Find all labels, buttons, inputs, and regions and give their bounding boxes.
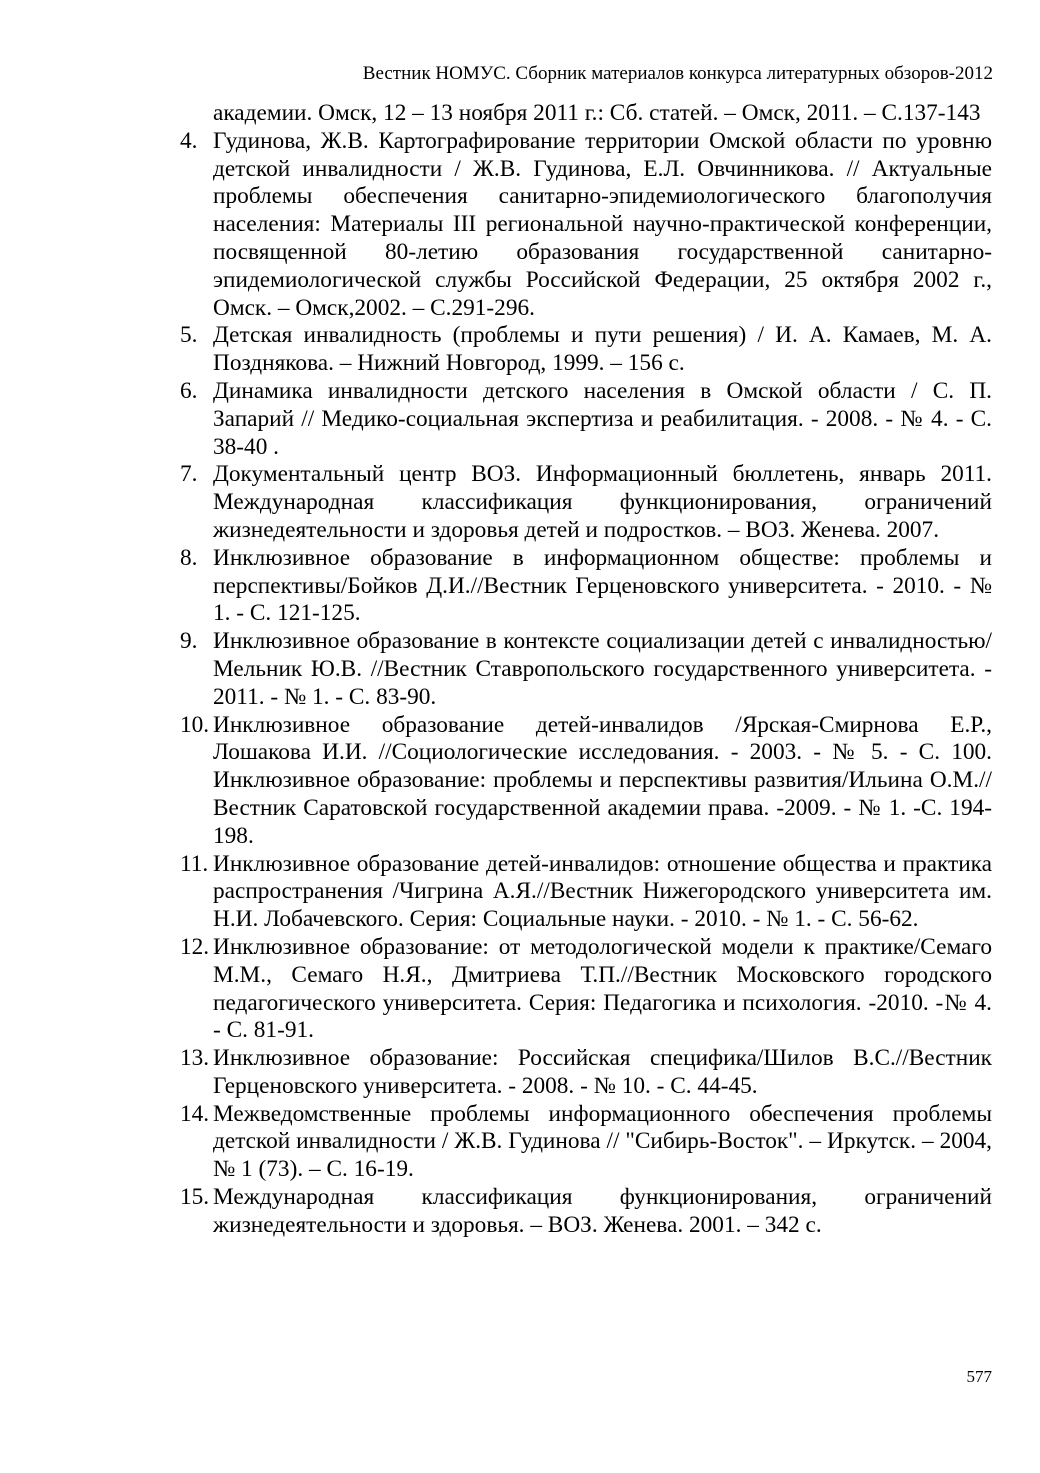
reference-number: 4. xyxy=(180,127,198,154)
reference-number: 14. xyxy=(180,1100,210,1127)
reference-item-8 xyxy=(0,545,1040,628)
reference-text: Инклюзивное образование детей-инвалидов: отношение общества и практика распространения /Чигрина А.Я.//Вестник Нижегородского университета им. Н.И. Лобачевского. Серия: Социальные науки. - 2010. - № 1. - С. 56-62. xyxy=(213,850,992,933)
reference-text: Инклюзивное образование в информационном обществе: проблемы и перспективы/Бойков Д.И.//Вестник Герценовского университета. - 2010. - № 1. - С. 121-125. xyxy=(213,544,992,627)
reference-item-11 xyxy=(0,851,1040,934)
reference-text: Инклюзивное образование: от методологической модели к практике/Семаго М.М., Семаго Н.Я., Дмитриева Т.П.//Вестник Московского городского педагогического университета. Серия: Педагогика и психология. -2010. -№ 4. - С. 81-91. xyxy=(213,933,992,1044)
reference-continuation xyxy=(0,100,1040,128)
reference-continuation-text: академии. Омск, 12 – 13 ноября 2011 г.: Сб. статей. – Омск, 2011. – С.137-143 xyxy=(213,100,981,126)
reference-item-14 xyxy=(0,1101,1040,1184)
running-header: Вестник НОМУС. Сборник материалов конкурса литературных обзоров-2012 xyxy=(362,63,993,84)
reference-number: 15. xyxy=(180,1184,210,1211)
reference-item-9 xyxy=(0,628,1040,711)
reference-list xyxy=(0,100,1040,1240)
reference-item-10 xyxy=(0,712,1040,851)
reference-number: 11. xyxy=(180,850,209,877)
page-number: 577 xyxy=(966,1367,992,1386)
reference-text: Детская инвалидность (проблемы и пути решения) / И. А. Камаев, М. А. Позднякова. – Нижний Новгород, 1999. – 156 с. xyxy=(213,322,992,377)
reference-text: Инклюзивное образование детей-инвалидов /Ярская-Смирнова Е.Р., Лошакова И.И. //Социологические исследования. - 2003. - № 5. - С. 100. Инклюзивное образование: проблемы и перспективы развития/Ильина О.М.//Вестник Саратовской государственной академии права. -2009. - № 1. -С. 194-198. xyxy=(213,711,992,849)
reference-number: 5. xyxy=(180,322,198,349)
reference-number: 12. xyxy=(180,933,210,960)
reference-item-13 xyxy=(0,1045,1040,1101)
reference-number: 10. xyxy=(180,711,210,738)
reference-text: Межведомственные проблемы информационного обеспечения проблемы детской инвалидности / Ж.В. Гудинова // "Сибирь-Восток". – Иркутск. – 2004, № 1 (73). – С. 16-19. xyxy=(213,1100,992,1183)
reference-item-7 xyxy=(0,461,1040,544)
reference-item-6 xyxy=(0,378,1040,461)
reference-text: Международная классификация функционирования, ограничений жизнедеятельности и здоровья. – ВОЗ. Женева. 2001. – 342 с. xyxy=(213,1184,992,1238)
reference-text: Инклюзивное образование в контексте социализации детей с инвалидностью/Мельник Ю.В. //Вестник Ставропольского государственного университета. - 2011. - № 1. - С. 83-90. xyxy=(213,628,992,710)
reference-number: 13. xyxy=(180,1045,210,1072)
reference-item-12 xyxy=(0,934,1040,1045)
reference-number: 8. xyxy=(180,544,198,571)
reference-text: Документальный центр ВОЗ. Информационный бюллетень, январь 2011. Международная классификация функционирования, ограничений жизнедеятельности и здоровья детей и подростков. – ВОЗ. Женева. 2007. xyxy=(213,461,992,543)
reference-text: Инклюзивное образование: Российская специфика/Шилов В.С.//Вестник Герценовского университета. - 2008. - № 10. - С. 44-45. xyxy=(213,1045,992,1099)
reference-number: 7. xyxy=(180,461,198,488)
reference-item-5 xyxy=(0,322,1040,378)
reference-number: 9. xyxy=(180,628,198,655)
reference-item-4 xyxy=(0,128,1040,323)
reference-item-15 xyxy=(0,1184,1040,1240)
reference-number: 6. xyxy=(180,377,198,404)
reference-text: Гудинова, Ж.В. Картографирование территории Омской области по уровню детской инвалидности / Ж.В. Гудинова, Е.Л. Овчинникова. // Актуальные проблемы обеспечения санитарно-эпидемиологического благополучия населения: Материалы III региональной научно-практической конференции, посвященной 80-летию образования государственной санитарно-эпидемиологической службы Российской Федерации, 25 октября 2002 г., Омск. – Омск,2002. – С.291-296. xyxy=(213,127,992,321)
reference-text: Динамика инвалидности детского населения в Омской области / С. П. Запарий // Медико-социальная экспертиза и реабилитация. - 2008. - № 4. - С. 38-40 . xyxy=(213,377,992,460)
